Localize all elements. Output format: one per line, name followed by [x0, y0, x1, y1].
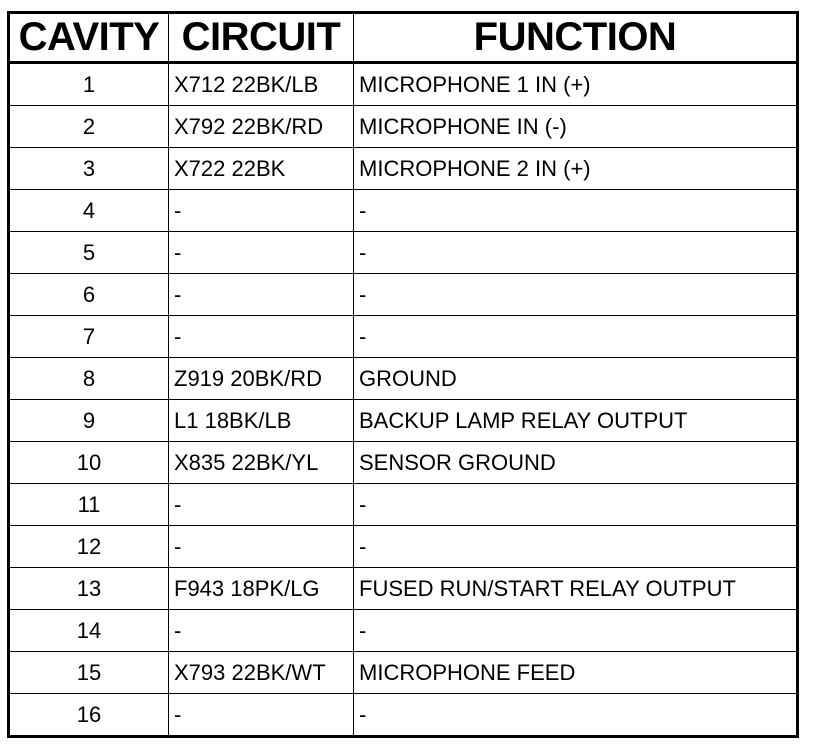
circuit-cell: X792 22BK/RD	[169, 106, 354, 148]
cavity-cell: 7	[9, 316, 169, 358]
table-row	[9, 274, 798, 316]
cavity-cell: 10	[9, 442, 169, 484]
table-row	[9, 358, 798, 400]
circuit-cell: -	[169, 484, 354, 526]
header-row	[9, 13, 798, 63]
cavity-cell: 8	[9, 358, 169, 400]
circuit-cell: -	[169, 274, 354, 316]
header-cavity: CAVITY	[9, 13, 169, 63]
table-row	[9, 106, 798, 148]
cavity-cell: 15	[9, 652, 169, 694]
function-cell: -	[354, 610, 798, 652]
function-cell: -	[354, 274, 798, 316]
circuit-cell: -	[169, 190, 354, 232]
circuit-cell: F943 18PK/LG	[169, 568, 354, 610]
cavity-cell: 1	[9, 63, 169, 106]
table-row	[9, 652, 798, 694]
cavity-cell: 4	[9, 190, 169, 232]
function-cell: -	[354, 526, 798, 568]
function-cell: -	[354, 484, 798, 526]
function-cell: FUSED RUN/START RELAY OUTPUT	[354, 568, 798, 610]
cavity-cell: 9	[9, 400, 169, 442]
cavity-cell: 11	[9, 484, 169, 526]
cavity-cell: 3	[9, 148, 169, 190]
circuit-cell: L1 18BK/LB	[169, 400, 354, 442]
circuit-cell: X712 22BK/LB	[169, 63, 354, 106]
function-cell: -	[354, 232, 798, 274]
circuit-cell: X835 22BK/YL	[169, 442, 354, 484]
table-header	[9, 13, 798, 63]
function-cell: BACKUP LAMP RELAY OUTPUT	[354, 400, 798, 442]
function-cell: -	[354, 190, 798, 232]
function-cell: MICROPHONE FEED	[354, 652, 798, 694]
function-cell: MICROPHONE IN (-)	[354, 106, 798, 148]
cavity-cell: 2	[9, 106, 169, 148]
circuit-cell: -	[169, 694, 354, 737]
table-row	[9, 610, 798, 652]
cavity-cell: 13	[9, 568, 169, 610]
circuit-cell: -	[169, 610, 354, 652]
cavity-cell: 14	[9, 610, 169, 652]
cavity-cell: 5	[9, 232, 169, 274]
cavity-cell: 16	[9, 694, 169, 737]
table-row	[9, 442, 798, 484]
circuit-cell: -	[169, 232, 354, 274]
table-row	[9, 526, 798, 568]
function-cell: MICROPHONE 1 IN (+)	[354, 63, 798, 106]
function-cell: SENSOR GROUND	[354, 442, 798, 484]
table-row	[9, 63, 798, 106]
table-row	[9, 148, 798, 190]
circuit-cell: -	[169, 316, 354, 358]
cavity-cell: 6	[9, 274, 169, 316]
function-cell: -	[354, 694, 798, 737]
function-cell: GROUND	[354, 358, 798, 400]
table-row	[9, 484, 798, 526]
table-row	[9, 568, 798, 610]
circuit-cell: Z919 20BK/RD	[169, 358, 354, 400]
header-circuit: CIRCUIT	[169, 13, 354, 63]
connector-pinout-table	[7, 11, 799, 738]
table-row	[9, 316, 798, 358]
function-cell: MICROPHONE 2 IN (+)	[354, 148, 798, 190]
table-row	[9, 190, 798, 232]
table-body	[9, 63, 798, 737]
header-function: FUNCTION	[354, 13, 798, 63]
cavity-cell: 12	[9, 526, 169, 568]
circuit-cell: -	[169, 526, 354, 568]
circuit-cell: X722 22BK	[169, 148, 354, 190]
circuit-cell: X793 22BK/WT	[169, 652, 354, 694]
table-row	[9, 232, 798, 274]
table-row	[9, 400, 798, 442]
table-row	[9, 694, 798, 737]
function-cell: -	[354, 316, 798, 358]
